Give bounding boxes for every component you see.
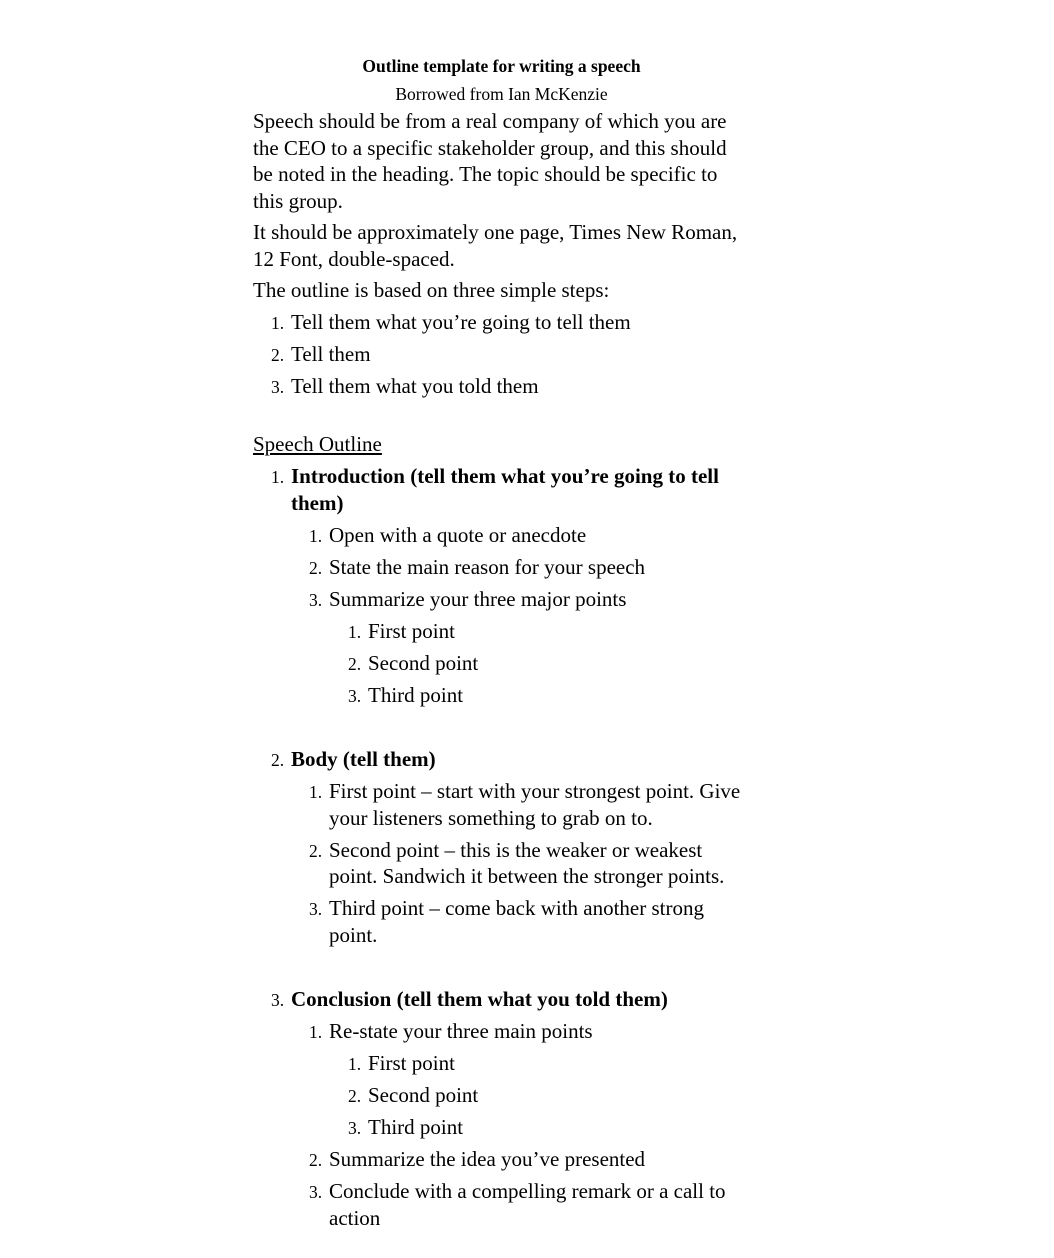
list-item-text: Second point: [368, 650, 479, 675]
section-title: Conclusion (tell them what you told them): [291, 987, 668, 1011]
list-item-text: Conclude with a compelling remark or a call to action: [329, 1179, 726, 1230]
introduction-points: [291, 618, 751, 709]
list-item-text: Summarize your three major points: [329, 586, 627, 611]
outline-section-conclusion: [253, 986, 751, 1231]
list-number: 2.: [271, 750, 285, 770]
list-item-text: Third point: [368, 682, 464, 707]
body-items: [253, 778, 751, 948]
conclusion-points: [291, 1050, 751, 1141]
list-item-text: First point: [368, 1051, 455, 1075]
list-number: 1.: [271, 312, 285, 333]
list-number: 1.: [309, 525, 323, 546]
list-number: 2.: [309, 1150, 323, 1170]
list-item-text: Tell them what you told them: [291, 373, 539, 398]
list-item-text: First point: [368, 618, 455, 643]
list-item-text: First point – start with your strongest point. Give your listeners something to grab on to.: [329, 779, 741, 830]
list-item: [329, 1114, 751, 1141]
list-number: 2.: [309, 557, 323, 578]
list-item: [253, 309, 773, 336]
list-item-text: Re-state your three main points: [329, 1019, 593, 1043]
list-item-text: Third point: [368, 1115, 464, 1139]
introduction-items: [253, 522, 751, 709]
conclusion-items: [253, 1018, 751, 1231]
section-title: Body (tell them): [291, 747, 436, 771]
list-item-text: Second point – this is the weaker or weakest point. Sandwich it between the stronger points.: [329, 837, 725, 888]
intro-paragraph-1: Speech should be from a real company of which you are the CEO to a specific stakeholder group, and this should be noted in the heading. The topic should be specific to this group.: [253, 109, 727, 213]
outline-section-body: [253, 746, 751, 981]
list-number: 3.: [271, 376, 285, 397]
list-number: 3.: [309, 899, 323, 919]
list-item: [291, 837, 751, 890]
list-item-text: Summarize the idea you’ve presented: [329, 1147, 646, 1171]
list-item: [329, 618, 751, 645]
list-number: 3.: [348, 685, 362, 706]
list-number: 2.: [309, 840, 323, 861]
list-item: [329, 1050, 751, 1077]
list-item-text: Second point: [368, 1083, 479, 1107]
outline-section-introduction: [253, 463, 751, 741]
section-title: Introduction (tell them what you’re going to tell them): [291, 464, 719, 515]
list-item: [253, 341, 773, 368]
list-item: [291, 554, 751, 581]
steps-list: [253, 309, 773, 400]
section-heading: Speech Outline: [253, 432, 382, 456]
list-number: 1.: [271, 467, 285, 487]
list-item: [329, 1082, 751, 1109]
list-item: [253, 373, 773, 400]
list-item-text: Tell them: [291, 341, 371, 366]
list-number: 3.: [271, 990, 285, 1010]
list-item-text: Third point – come back with another strong point.: [329, 896, 704, 947]
list-number: 1.: [309, 782, 323, 802]
list-number: 2.: [271, 344, 285, 365]
intro-paragraph-2: It should be approximately one page, Times New Roman, 12 Font, double-spaced.: [253, 220, 738, 271]
list-number: 1.: [348, 1054, 362, 1074]
document-title: Outline template for writing a speech: [362, 56, 641, 76]
list-number: 1.: [309, 1022, 323, 1042]
intro-paragraph-3: The outline is based on three simple steps:: [253, 278, 610, 302]
list-item: [291, 1146, 751, 1173]
list-item-text: State the main reason for your speech: [329, 554, 646, 579]
list-item: [291, 522, 751, 549]
list-number: 1.: [348, 621, 362, 642]
list-item-text: Tell them what you’re going to tell them: [291, 309, 631, 334]
list-item: [329, 650, 751, 677]
list-item-text: Open with a quote or anecdote: [329, 522, 587, 547]
document-subtitle: Borrowed from Ian McKenzie: [395, 84, 608, 104]
list-number: 3.: [348, 1118, 362, 1138]
list-item: [329, 682, 751, 709]
list-item: [291, 1018, 751, 1141]
list-item: [291, 778, 751, 831]
list-number: 3.: [309, 589, 323, 610]
outline-list: [253, 463, 773, 1231]
list-number: 3.: [309, 1182, 323, 1202]
document-page: [253, 52, 773, 1237]
list-item: [291, 1178, 751, 1231]
list-number: 2.: [348, 653, 362, 674]
list-item: [291, 895, 751, 948]
list-number: 2.: [348, 1086, 362, 1106]
list-item: [291, 586, 751, 709]
